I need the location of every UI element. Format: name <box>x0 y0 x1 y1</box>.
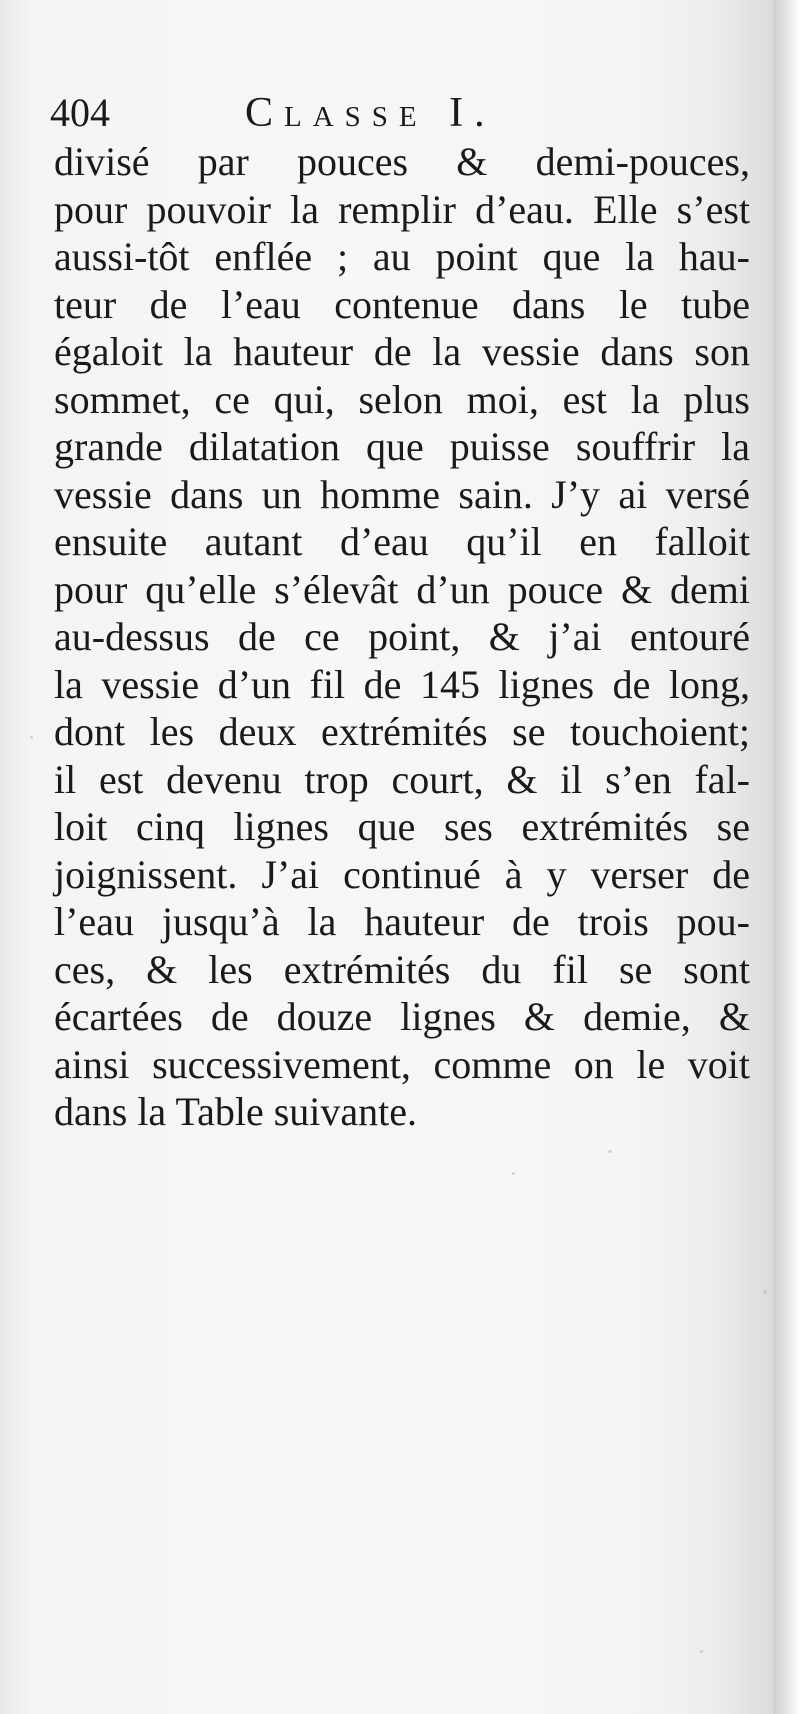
text-line: écartées de douze lignes & demie, & <box>54 994 750 1039</box>
text-line-last: dans la Table suivante. <box>54 1089 418 1134</box>
text-line: dont les deux extrémités se touchoient; <box>54 709 750 754</box>
paper-speck <box>30 736 33 739</box>
text-line: pour pouvoir la remplir d’eau. Elle s’est <box>54 186 750 232</box>
text-line: teur de l’eau contenue dans le tube <box>54 281 750 327</box>
text-line: ces, & les extrémités du fil se sont <box>54 946 750 992</box>
text-line: ensuite autant d’eau qu’il en falloit <box>54 519 750 564</box>
page-header <box>50 84 610 142</box>
text-line: vessie dans un homme sain. J’y ai versé <box>54 471 750 517</box>
paper-speck <box>763 1290 767 1294</box>
paper-speck <box>608 1150 612 1153</box>
text-line: pour qu’elle s’élevât d’un pouce & demi <box>54 566 750 612</box>
running-head: Classe I. <box>245 90 496 136</box>
text-line: ainsi successivement, comme on le voit <box>54 1041 750 1087</box>
paper-speck <box>512 1172 515 1175</box>
text-line: égaloit la hauteur de la vessie dans son <box>54 329 750 374</box>
page-gutter <box>773 0 800 1714</box>
text-line: aussi-tôt enflée ; au point que la hau- <box>54 234 750 279</box>
text-line: au-dessus de ce point, & j’ai entouré <box>54 614 750 659</box>
page-number: 404 <box>50 90 110 135</box>
text-line: il est devenu trop court, & il s’en fal- <box>54 756 750 802</box>
paper-speck <box>700 1650 703 1653</box>
text-line: divisé par pouces & demi-pouces, <box>54 139 750 184</box>
text-line: grande dilatation que puisse souffrir la <box>54 424 750 469</box>
text-line: l’eau jusqu’à la hauteur de trois pou- <box>54 899 750 944</box>
text-line: la vessie d’un fil de 145 lignes de long, <box>54 661 750 707</box>
text-line: loit cinq lignes que ses extrémités se <box>54 804 750 849</box>
text-line: sommet, ce qui, selon moi, est la plus <box>54 376 750 422</box>
text-line: joignissent. J’ai continué à y verser de <box>54 851 750 897</box>
body-text <box>54 138 750 1136</box>
